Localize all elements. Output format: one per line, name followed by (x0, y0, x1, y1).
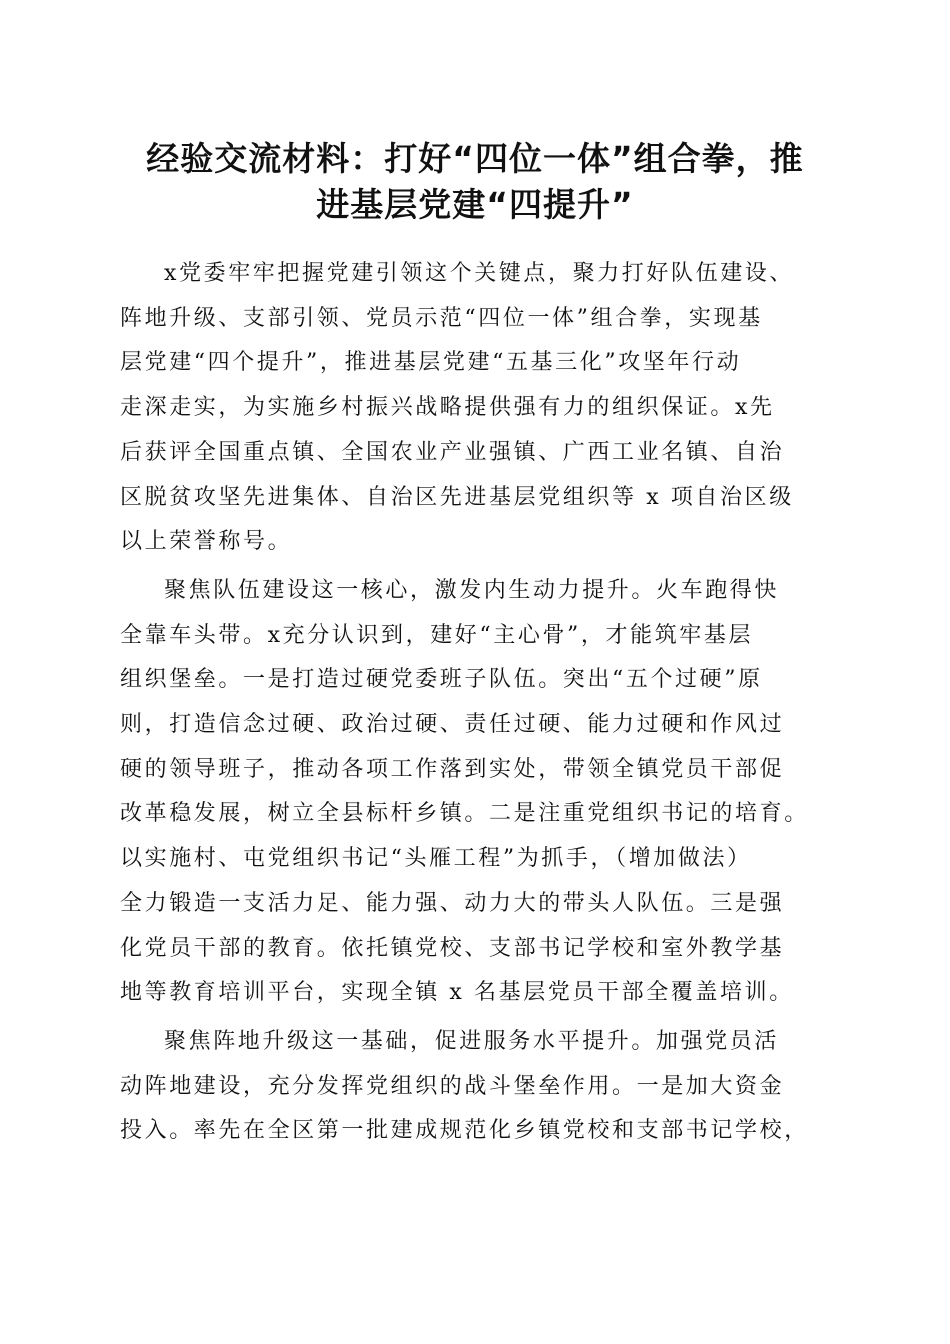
paragraph-team-building (120, 569, 838, 1016)
document-title (110, 136, 840, 228)
text-line: x党委牢牢把握党建引领这个关键点，聚力打好队伍建设、 (164, 261, 795, 286)
paragraph-intro (120, 252, 838, 565)
text-line: 聚焦队伍建设这一核心，激发内生动力提升。火车跑得快 (164, 577, 780, 603)
text-line: 组织堡垒。一是打造过硬党委班子队伍。突出“五个过硬”原 (120, 667, 763, 693)
text-line: 区脱贫攻坚先进集体、自治区先进基层党组织等 x 项自治区级 (120, 484, 794, 510)
title-line-1: 经验交流材料：打好“四位一体”组合拳，推 (146, 139, 804, 178)
paragraph-position-upgrade (120, 1020, 838, 1154)
text-line: 动阵地建设，充分发挥党组织的战斗堡垒作用。一是加大资金 (120, 1073, 785, 1099)
text-line: 以实施村、屯党组织书记“头雁工程”为抓手，（增加做法） (120, 846, 752, 872)
document-body (120, 252, 838, 1158)
text-line: 聚焦阵地升级这一基础，促进服务水平提升。加强党员活 (164, 1028, 780, 1054)
text-line: 地等教育培训平台，实现全镇 x 名基层党员干部全覆盖培训。 (120, 980, 794, 1006)
text-line: 阵地升级、支部引领、党员示范“四位一体”组合拳，实现基 (120, 305, 763, 331)
text-line: 全力锻造一支活力足、能力强、动力大的带头人队伍。三是强 (120, 890, 785, 916)
text-line: 走深走实，为实施乡村振兴战略提供强有力的组织保证。x先 (120, 395, 775, 421)
text-line: 改革稳发展，树立全县标杆乡镇。二是注重党组织书记的培育。 (120, 801, 809, 827)
text-line: 则，打造信念过硬、政治过硬、责任过硬、能力过硬和作风过 (120, 712, 785, 738)
title-line-2: 进基层党建“四提升” (316, 185, 634, 224)
text-line: 以上荣誉称号。 (120, 529, 293, 555)
text-line: 层党建“四个提升”，推进基层党建“五基三化”攻坚年行动 (120, 350, 742, 376)
text-line: 硬的领导班子，推动各项工作落到实处，带领全镇党员干部促 (120, 756, 785, 782)
text-line: 后获评全国重点镇、全国农业产业强镇、广西工业名镇、自治 (120, 439, 785, 465)
text-line: 化党员干部的教育。依托镇党校、支部书记学校和室外教学基 (120, 935, 785, 961)
text-line: 全靠车头带。x充分认识到，建好“主心骨”，才能筑牢基层 (120, 622, 754, 648)
text-line: 投入。率先在全区第一批建成规范化乡镇党校和支部书记学校， (120, 1118, 809, 1144)
